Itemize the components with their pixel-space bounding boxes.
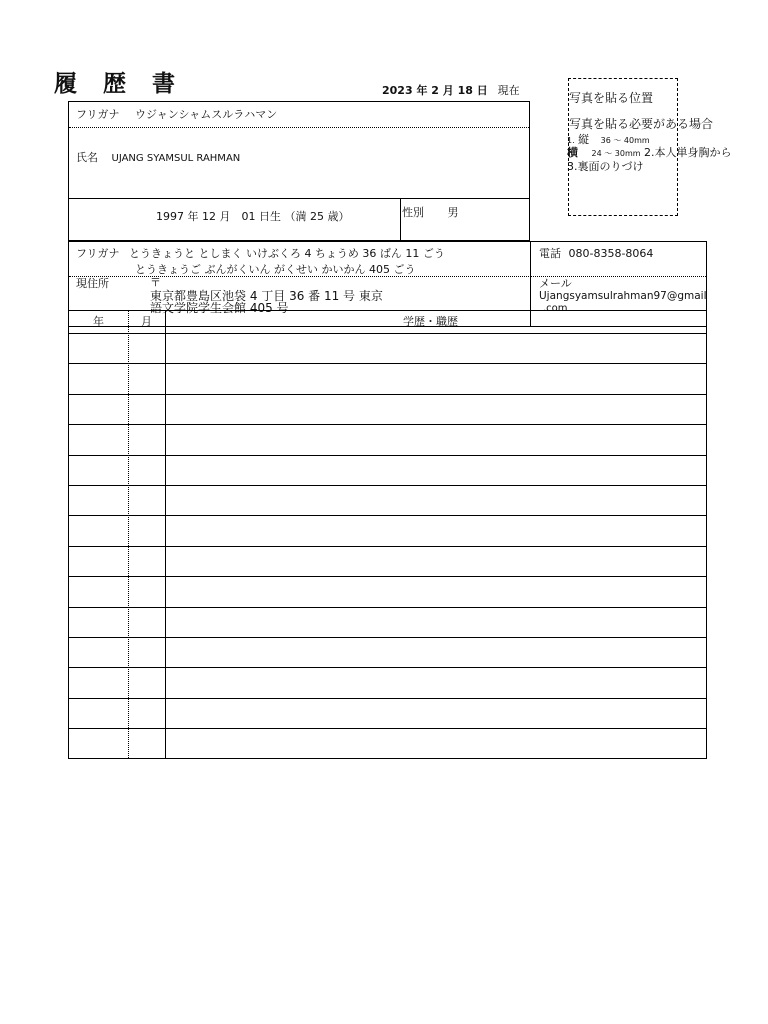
month-column-divider bbox=[165, 311, 166, 758]
furigana-divider bbox=[69, 127, 529, 128]
gender-label: 性別 bbox=[402, 206, 424, 219]
history-row-line bbox=[69, 576, 706, 577]
date-text: 2023 年 2 月 18 日 bbox=[382, 84, 488, 97]
history-row-line bbox=[69, 455, 706, 456]
address-furigana-line2: とうきょうご ぶんがくいん がくせい かいかん 405 ごう bbox=[135, 263, 416, 276]
history-row-line bbox=[69, 607, 706, 608]
gender bbox=[402, 206, 459, 219]
history-row-line bbox=[69, 363, 706, 364]
photo-title: 写真を貼る位置 bbox=[569, 91, 654, 105]
address-line1: 東京都豊島区池袋 4 丁目 36 番 11 号 東京 bbox=[150, 289, 383, 303]
photo-line3: 3.裏面のりづけ bbox=[567, 160, 644, 173]
address-furigana-line1: とうきょうと としまく いけぶくろ 4 ちょうめ 36 ばん 11 ごう bbox=[128, 247, 445, 260]
history-row-line bbox=[69, 424, 706, 425]
address-line2: 語文学院学生会館 405 号 bbox=[150, 301, 289, 315]
history-row-line bbox=[69, 515, 706, 516]
name-value: UJANG SYAMSUL RAHMAN bbox=[111, 153, 241, 164]
mail-label: メール bbox=[539, 277, 572, 290]
gender-divider bbox=[400, 198, 401, 240]
profile-name bbox=[76, 151, 240, 165]
address-furigana-label: フリガナ bbox=[76, 247, 120, 260]
postal-mark: 〒 bbox=[150, 276, 161, 289]
history-row-line bbox=[69, 637, 706, 638]
photo-line2: 横 24 〜 30mm 2.本人単身胸から bbox=[567, 146, 732, 159]
phone-label: 電話 bbox=[539, 247, 561, 260]
birth-date: 1997 年 12 月 01 日生 （満 25 歳） bbox=[156, 210, 350, 223]
address-furigana-divider bbox=[69, 276, 529, 277]
name-divider bbox=[69, 198, 529, 199]
history-row-line bbox=[69, 485, 706, 486]
photo-note-heading: 写真を貼る必要がある場合 bbox=[569, 117, 714, 131]
phone-value: 080-8358-8064 bbox=[568, 247, 654, 260]
column-detail: 学歴・職歴 bbox=[403, 315, 458, 328]
furigana-label: フリガナ bbox=[76, 108, 120, 121]
column-month: 月 bbox=[141, 315, 152, 328]
history-row-line bbox=[69, 728, 706, 729]
history-table bbox=[68, 310, 707, 759]
document-date bbox=[382, 82, 520, 98]
mail-line1: Ujangsyamsulrahman97@gmail bbox=[539, 290, 706, 302]
furigana-value: ウジャンシャムスルラハマン bbox=[134, 108, 278, 121]
profile-furigana bbox=[76, 108, 277, 121]
history-row-line bbox=[69, 546, 706, 547]
gender-value: 男 bbox=[447, 206, 459, 219]
phone bbox=[539, 247, 653, 260]
address-label: 現住所 bbox=[76, 277, 109, 290]
column-year: 年 bbox=[93, 315, 104, 328]
address-furigana bbox=[76, 247, 445, 260]
history-row-line bbox=[69, 394, 706, 395]
mail-line2: .com bbox=[543, 303, 568, 314]
history-header-divider bbox=[69, 333, 706, 334]
name-label: 氏名 bbox=[76, 151, 98, 164]
date-suffix: 現在 bbox=[497, 84, 520, 97]
history-row-line bbox=[69, 698, 706, 699]
year-column-divider bbox=[128, 311, 129, 758]
photo-line1: 1. 縦 36 〜 40mm bbox=[567, 133, 650, 146]
document-title: 履 歴 書 bbox=[54, 71, 185, 97]
history-row-line bbox=[69, 667, 706, 668]
